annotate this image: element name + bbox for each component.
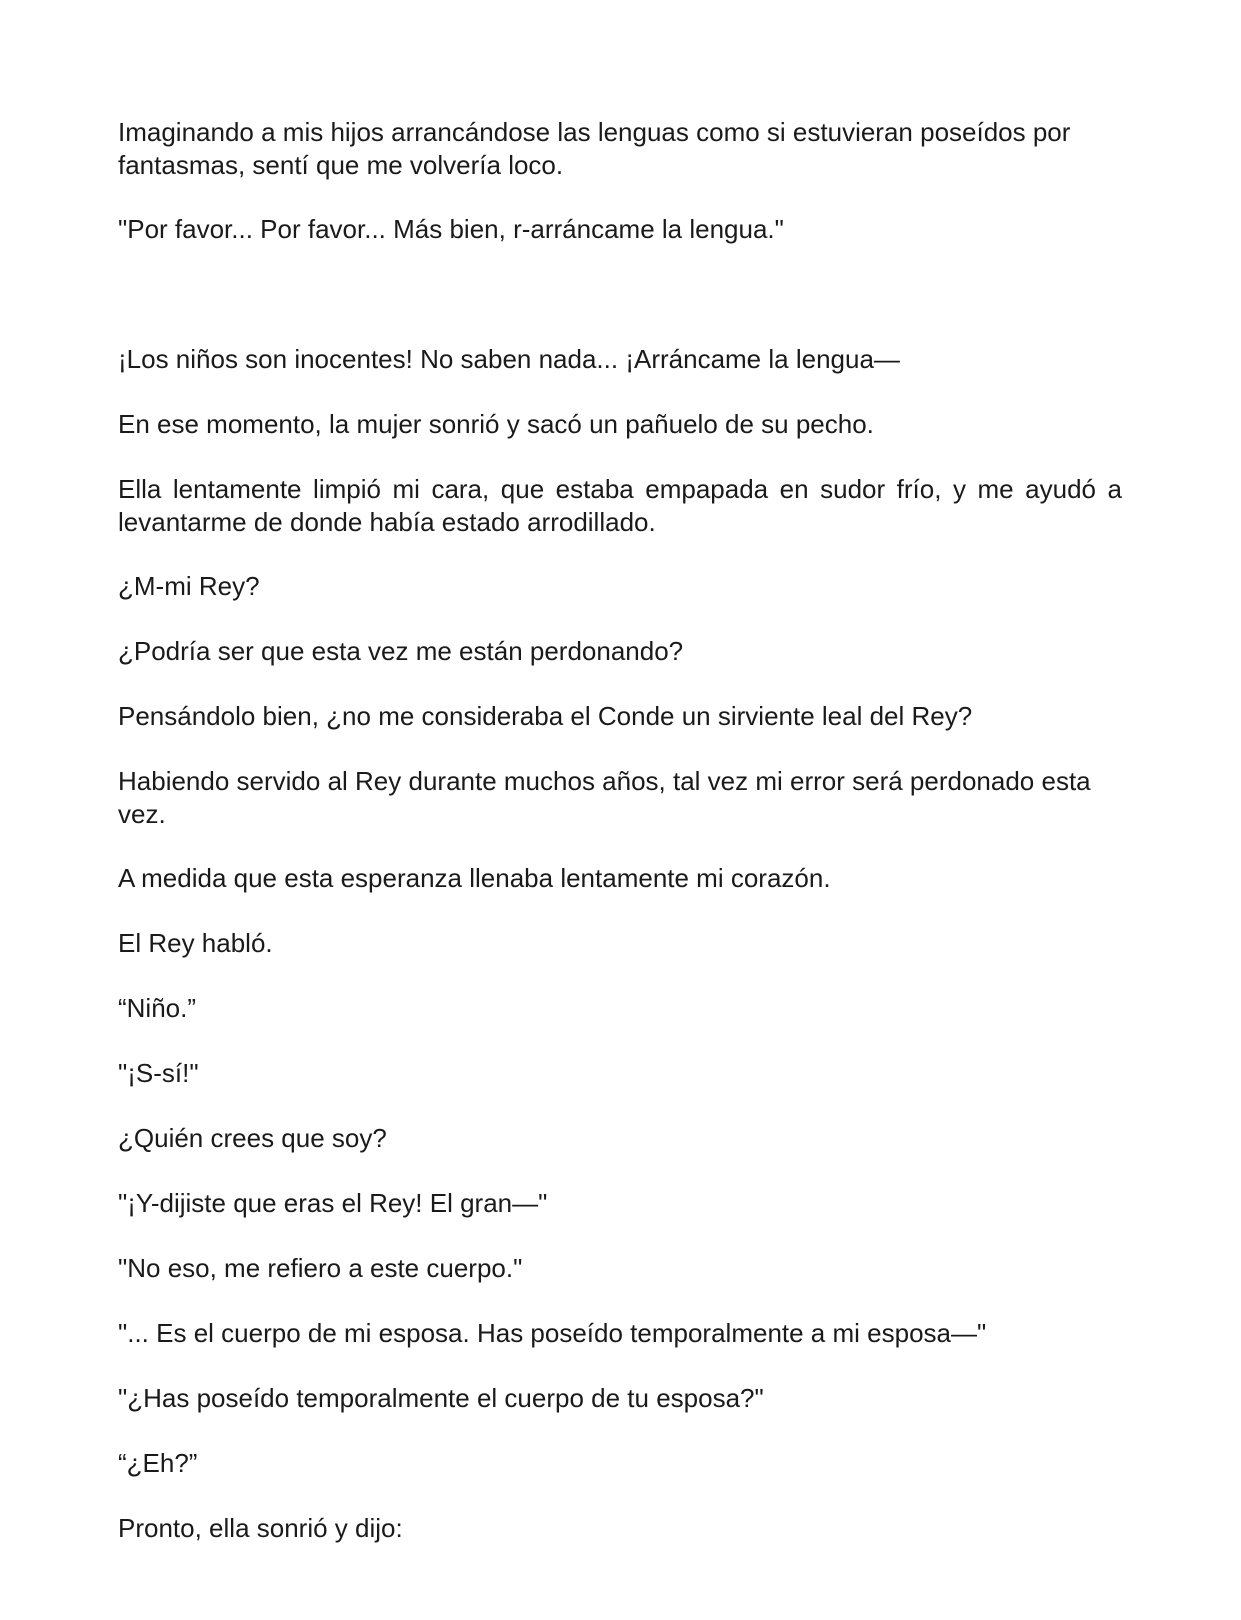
- paragraph-12: “Niño.”: [118, 993, 197, 1023]
- paragraph-14: ¿Quién crees que soy?: [118, 1123, 387, 1153]
- paragraph-15: "¡Y-dijiste que eras el Rey! El gran—": [118, 1188, 548, 1218]
- paragraph-20: Pronto, ella sonrió y dijo:: [118, 1513, 403, 1543]
- paragraph-11: El Rey habló.: [118, 928, 273, 958]
- paragraph-1: Imaginando a mis hijos arrancándose las lenguas como si estuvieran poseídos por fantasmas, sentí que me volvería loco.: [118, 117, 1071, 180]
- paragraph-7: ¿Podría ser que esta vez me están perdonando?: [118, 636, 684, 666]
- paragraph-18: "¿Has poseído temporalmente el cuerpo de tu esposa?": [118, 1383, 764, 1413]
- paragraph-8: Pensándolo bien, ¿no me consideraba el Conde un sirviente leal del Rey?: [118, 701, 973, 731]
- paragraph-2: "Por favor... Por favor... Más bien, r-arráncame la lengua.": [118, 214, 784, 244]
- paragraph-3: ¡Los niños son inocentes! No saben nada... ¡Arráncame la lengua—: [118, 344, 900, 374]
- paragraph-17: "... Es el cuerpo de mi esposa. Has poseído temporalmente a mi esposa—": [118, 1318, 987, 1348]
- paragraph-13: "¡S-sí!": [118, 1058, 199, 1088]
- paragraph-16: "No eso, me refiero a este cuerpo.": [118, 1253, 523, 1283]
- paragraph-9: Habiendo servido al Rey durante muchos años, tal vez mi error será perdonado esta vez.: [118, 766, 1091, 829]
- paragraph-10: A medida que esta esperanza llenaba lentamente mi corazón.: [118, 863, 831, 893]
- paragraph-4: En ese momento, la mujer sonrió y sacó un pañuelo de su pecho.: [118, 409, 874, 439]
- paragraph-19: “¿Eh?”: [118, 1448, 198, 1478]
- paragraph-5: Ella lentamente limpió mi cara, que estaba empapada en sudor frío, y me ayudó a levantarme de donde había estado arrodillado.: [118, 474, 1122, 537]
- paragraph-6: ¿M-mi Rey?: [118, 571, 260, 601]
